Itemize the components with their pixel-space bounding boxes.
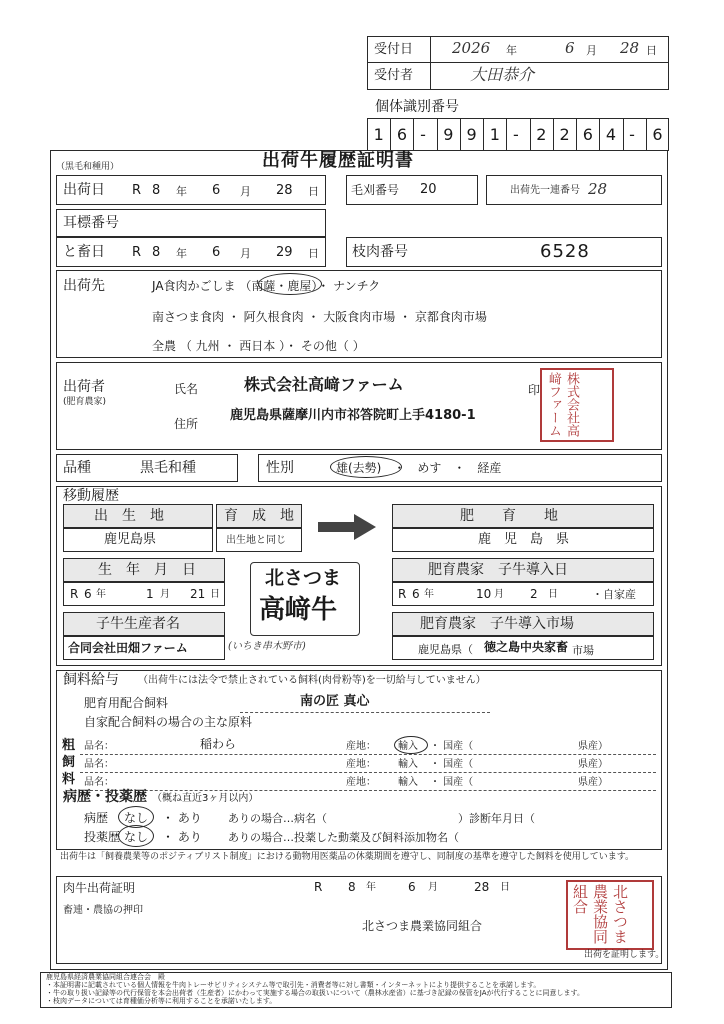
slaughter-year-unit: 年 xyxy=(176,247,187,260)
seq-number: 28 xyxy=(588,180,608,198)
fattening-place: 鹿 児 島 県 xyxy=(478,532,570,547)
feed-item-label: 品名： xyxy=(84,777,114,788)
shipment-day: 28 xyxy=(276,183,293,198)
brand-stamp xyxy=(250,562,360,636)
birth-day-unit: 日 xyxy=(210,589,220,600)
destination-line3: 全農 （ 九州 ・ 西日本 ）・ その他（ ） xyxy=(152,339,365,353)
feed-pref-label: 県産） xyxy=(578,741,608,752)
reception-year-unit: 年 xyxy=(506,44,517,57)
self-mix-label: 自家配合飼料の場合の主な原料 xyxy=(84,715,253,729)
coop-seal-text: 北さつま農業協同組合 xyxy=(571,884,629,944)
feed-import-label: 輸入 xyxy=(398,741,418,752)
shipper-seal xyxy=(540,368,614,442)
reception-year: 2026 xyxy=(452,39,491,57)
feed-pref-label: 県産） xyxy=(578,777,608,788)
slaughter-month-unit: 月 xyxy=(240,247,251,260)
shipment-month-unit: 月 xyxy=(240,185,251,198)
slaughter-era: R xyxy=(132,245,142,260)
shipper-sub: (肥育農家) xyxy=(63,397,107,407)
disease-label: 病歴 xyxy=(84,811,109,825)
drug-label: 投薬歴 xyxy=(84,830,121,844)
feed-item-label: 品名： xyxy=(84,741,114,752)
intro-day-unit: 日 xyxy=(548,589,558,600)
cert-year-unit: 年 xyxy=(366,882,376,893)
document-title: 出荷牛履歴証明書 xyxy=(262,150,414,171)
feed-import-label: 輸入 xyxy=(398,759,418,770)
birth-era: R xyxy=(70,587,79,601)
cert-month: 6 xyxy=(408,880,416,894)
brand-stamp-line2: 高﨑牛 xyxy=(259,595,338,625)
destination-line2: 南さつま食肉 ・ 阿久根食肉 ・ 大阪食肉市場 ・ 京都食肉市場 xyxy=(152,310,487,324)
feed-import-label: 輸入 xyxy=(398,777,418,788)
reception-date-label: 受付日 xyxy=(374,42,414,57)
id-digit: 9 xyxy=(466,125,477,144)
id-digit: 1 xyxy=(489,125,500,144)
lot-number: 20 xyxy=(420,182,437,197)
feed-origin-label: 産地： xyxy=(346,741,376,752)
id-digit: 6 xyxy=(582,125,593,144)
intro-month-unit: 月 xyxy=(494,589,504,600)
destination-line1: JA食肉かごしま （南薩・鹿屋）・ ナンチク xyxy=(152,279,381,293)
positive-list-note: 出荷牛は「飼養農業等のポジティブリスト制度」における動物用医薬品の休薬期間を遵守し、同制度の基準を遵守した飼料を使用しています。 xyxy=(60,852,635,862)
slaughter-day-unit: 日 xyxy=(308,247,319,260)
cert-stamp-label: 畜連・農協の押印 xyxy=(63,905,143,916)
birth-month: 1 xyxy=(146,587,154,601)
rough-char: 粗 xyxy=(62,738,76,753)
id-digit: 2 xyxy=(559,125,570,144)
sex-selected-circle xyxy=(330,456,402,478)
coop-seal xyxy=(566,880,654,950)
brand-stamp-line1: 北さつま xyxy=(265,567,342,589)
reception-day: 28 xyxy=(620,39,640,57)
breed-value: 黒毛和種 xyxy=(140,460,196,476)
shipper-seal-label: 印 xyxy=(528,383,541,397)
id-digit: 1 xyxy=(373,125,384,144)
carcass-number: 6528 xyxy=(540,241,590,262)
disease-date: ）診断年月日（ xyxy=(458,812,535,825)
id-digit: - xyxy=(629,125,635,144)
feed-item1: 稲わら xyxy=(200,737,237,751)
disease-none: なし xyxy=(124,811,149,825)
id-digit: 4 xyxy=(605,125,617,144)
shipper-label: 出荷者 xyxy=(63,379,105,395)
footer-line2: ・本証明書に記載されている個人情報を牛肉トレーサビリティシステム等で取引先・消費者等に対し書類・インターネットにより提供することを承諾します。 xyxy=(46,981,541,989)
shipper-seal-text: 株式会社高﨑ファーム xyxy=(546,372,579,437)
movement-arrow-icon xyxy=(318,512,378,542)
feed-origin-label: 産地： xyxy=(346,759,376,770)
fattening-label: 肥 育 地 xyxy=(460,508,558,524)
breeder-label: 子牛生産者名 xyxy=(96,616,180,632)
lot-label: 毛刈番号 xyxy=(351,183,400,197)
drug-none: なし xyxy=(124,830,149,844)
carcass-label: 枝肉番号 xyxy=(352,244,408,260)
medical-period: （概ね直近3ヶ月以内） xyxy=(152,793,259,804)
id-label: 個体識別番号 xyxy=(375,99,459,115)
drug-yes: ・ あり xyxy=(162,830,202,844)
cert-month-unit: 月 xyxy=(428,882,438,893)
birth-place-label: 出 生 地 xyxy=(94,508,164,524)
shipment-day-unit: 日 xyxy=(308,185,319,198)
breed-tag: （黒毛和種用） xyxy=(56,162,120,172)
shipper-address: 鹿児島県薩摩川内市祁答院町上手4180-1 xyxy=(230,408,476,423)
compound-value: 南の匠 真心 xyxy=(300,694,370,709)
shipper-address-label: 住所 xyxy=(174,417,199,431)
id-digit: 2 xyxy=(536,125,547,144)
seq-label: 出荷先一連番号 xyxy=(510,185,580,196)
cert-day-unit: 日 xyxy=(500,882,510,893)
raising-place: 出生地と同じ xyxy=(226,535,286,546)
footer-line4: ・枝肉データについては育種価分析等に利用することを承諾いたします。 xyxy=(46,997,277,1005)
slaughter-year: 8 xyxy=(152,245,161,260)
id-digit: 6 xyxy=(396,125,408,144)
coop-name: 北さつま農業協同組合 xyxy=(362,919,483,933)
birth-year: 6 xyxy=(84,587,92,601)
cert-label: 肉牛出荷証明 xyxy=(63,881,136,895)
reception-month-unit: 月 xyxy=(586,44,597,57)
birth-year-unit: 年 xyxy=(96,589,106,600)
receiver-label: 受付者 xyxy=(374,68,414,83)
reception-day-unit: 日 xyxy=(646,44,657,57)
intro-era: R xyxy=(398,587,407,601)
intro-month: 10 xyxy=(476,587,492,601)
import-selected-circle xyxy=(394,736,428,754)
market-suffix: 市場 xyxy=(572,644,594,657)
shipper-name: 株式会社高﨑ファーム xyxy=(244,375,404,394)
shipment-year: 8 xyxy=(152,183,161,198)
sex-label: 性別 xyxy=(266,460,294,476)
disease-detail: ありの場合…病名（ xyxy=(228,812,327,825)
shipper-name-label: 氏名 xyxy=(174,382,199,396)
slaughter-day: 29 xyxy=(276,245,293,260)
feed-item-label: 品名： xyxy=(84,759,114,770)
feed-note: （出荷牛には法令で禁止されている飼料(肉骨粉等)を一切給与していません） xyxy=(138,675,486,686)
cert-era: R xyxy=(314,880,323,894)
birth-month-unit: 月 xyxy=(160,589,170,600)
movement-label: 移動履歴 xyxy=(63,488,119,504)
feed-domestic-label: ・ 国産（ xyxy=(430,741,474,752)
intro-date-label: 肥育農家 子牛導入日 xyxy=(428,562,568,578)
feed-origin-label: 産地： xyxy=(346,777,376,788)
intro-note: ・自家産 xyxy=(592,588,636,601)
sex-options: 雄(去勢) ・ めす ・ 経産 xyxy=(336,461,502,475)
drug-detail: ありの場合…投薬した動薬及び飼料添加物名（ xyxy=(228,831,459,844)
footer-line3: ・牛の取り扱い記録等の代行保管を本会出荷者（生産者）にかわって実施する場合の取扱いについて（農林水産省）に基づき記録の保管をJAが代行することに同意します。 xyxy=(46,989,584,997)
drug-none-circle xyxy=(118,825,154,847)
shipment-month: 6 xyxy=(212,183,221,198)
compound-label: 肥育用配合飼料 xyxy=(84,696,169,710)
breeder-name: 合同会社田畑ファーム xyxy=(68,641,188,655)
intro-day: 2 xyxy=(530,587,538,601)
id-digit: - xyxy=(420,125,426,144)
intro-year-unit: 年 xyxy=(424,589,434,600)
destination-selected-circle xyxy=(258,273,322,295)
cert-day: 28 xyxy=(474,880,490,894)
disease-yes: ・ あり xyxy=(162,811,202,825)
receiver-name: 大田恭介 xyxy=(470,65,535,84)
id-digit: 9 xyxy=(443,125,454,144)
certify-text: 出荷を証明します。 xyxy=(584,950,665,960)
medical-label: 病歴・投薬歴 xyxy=(63,789,147,805)
slaughter-date-label: と畜日 xyxy=(63,244,105,260)
shipment-date-label: 出荷日 xyxy=(63,182,105,198)
birth-day: 21 xyxy=(190,587,206,601)
market-pref: 鹿児島県（ xyxy=(418,643,473,656)
eartag-label: 耳標番号 xyxy=(63,215,119,231)
reception-month: 6 xyxy=(565,39,575,57)
breeder-note: (いちき串木野市) xyxy=(228,641,306,652)
id-digit: - xyxy=(513,125,519,144)
feed-domestic-label: ・ 国産（ xyxy=(430,777,474,788)
feed-pref-label: 県産） xyxy=(578,759,608,770)
breed-label: 品種 xyxy=(63,460,91,476)
birthdate-label: 生 年 月 日 xyxy=(98,562,196,578)
footer-line1: 鹿児島県経済農業協同組合連合会 殿 xyxy=(46,973,165,981)
feed-char1: 飼 xyxy=(62,755,76,770)
slaughter-month: 6 xyxy=(212,245,221,260)
feed-label: 飼料給与 xyxy=(63,672,119,688)
destination-label: 出荷先 xyxy=(63,278,105,294)
intro-year: 6 xyxy=(412,587,420,601)
market-name: 徳之島中央家畜 xyxy=(484,640,569,654)
shipment-era: R xyxy=(132,183,142,198)
birth-place: 鹿児島県 xyxy=(104,532,157,547)
raising-label: 育 成 地 xyxy=(224,508,294,524)
feed-char2: 料 xyxy=(62,772,76,787)
feed-domestic-label: ・ 国産（ xyxy=(430,759,474,770)
id-digit: 6 xyxy=(652,125,663,144)
intro-market-label: 肥育農家 子牛導入市場 xyxy=(420,616,574,632)
shipment-year-unit: 年 xyxy=(176,185,187,198)
cert-year: 8 xyxy=(348,880,356,894)
